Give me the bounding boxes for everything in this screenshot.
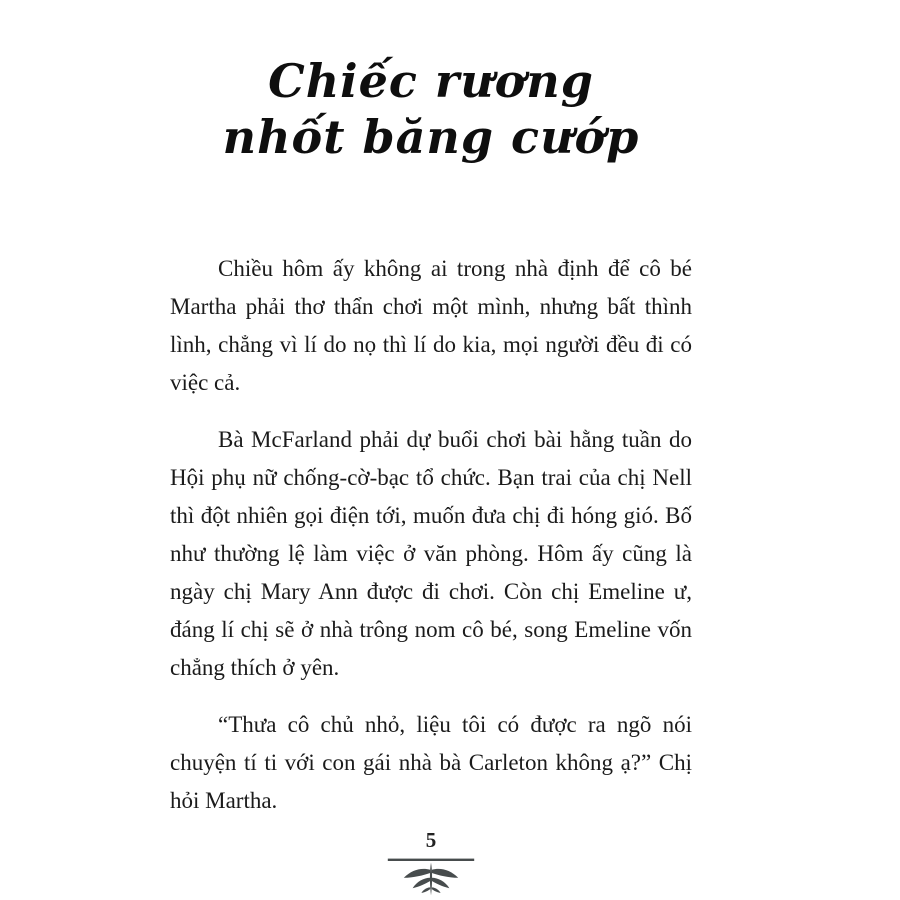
chapter-title-line-1: Chiếc rương (268, 53, 594, 108)
chapter-title (170, 53, 692, 165)
body-paragraph: Bà McFarland phải dự buổi chơi bài hằng tuần do Hội phụ nữ chống-cờ-bạc tổ chức. Bạn trai của chị Nell thì đột nhiên gọi điện tới, muốn đưa chị đi hóng gió. Bố như thường lệ làm việc ở văn phòng. Hôm ấy cũng là ngày chị Mary Ann được đi chơi. Còn chị Emeline ư, đáng lí chị sẽ ở nhà trông nom cô bé, song Emeline vốn chẳng thích ở yên. (170, 427, 692, 680)
chapter-title-line-2: nhốt băng cướp (222, 109, 640, 164)
body-text (170, 250, 692, 839)
body-paragraph: Chiều hôm ấy không ai trong nhà định để cô bé Martha phải thơ thẩn chơi một mình, nhưng bất thình lình, chẳng vì lí do nọ thì lí do kia, mọi người đều đi có việc cả. (170, 256, 692, 395)
body-paragraph: “Thưa cô chủ nhỏ, liệu tôi có được ra ngõ nói chuyện tí ti với con gái nhà bà Carleton không ạ?” Chị hỏi Martha. (170, 712, 692, 813)
page-number: 5 (425, 828, 437, 852)
page-footer (170, 828, 692, 900)
fleuron-icon (383, 857, 479, 897)
